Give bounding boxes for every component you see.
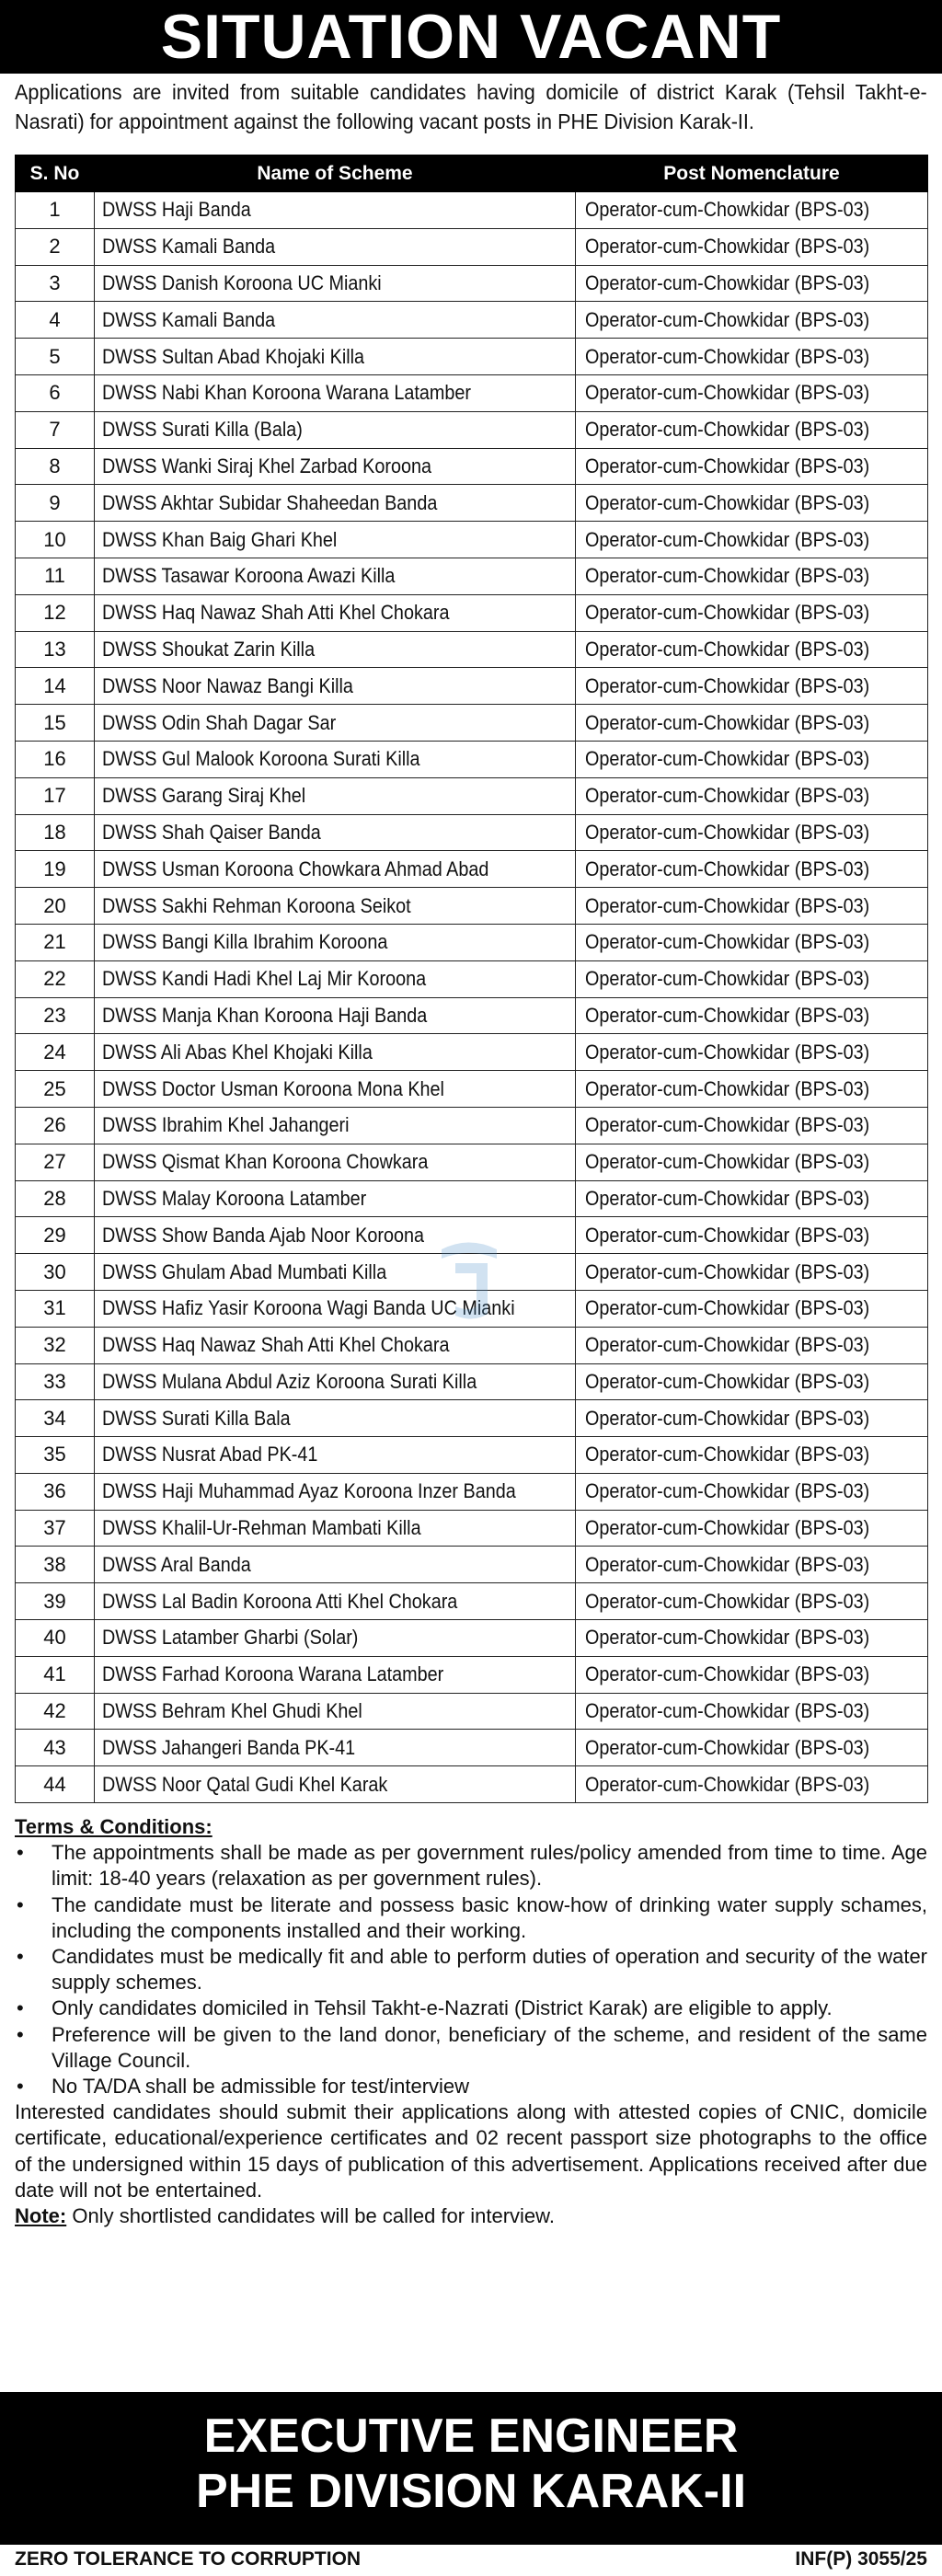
cell-scheme: DWSS Kamali Banda — [95, 228, 576, 265]
table-row — [16, 302, 928, 339]
cell-post: Operator-cum-Chowkidar (BPS-03) — [576, 1254, 928, 1291]
cell-post: Operator-cum-Chowkidar (BPS-03) — [576, 924, 928, 960]
table-row — [16, 265, 928, 302]
cell-sno: 1 — [16, 192, 95, 229]
cell-post: Operator-cum-Chowkidar (BPS-03) — [576, 668, 928, 705]
terms-section — [15, 1814, 927, 2229]
cell-scheme: DWSS Behram Khel Ghudi Khel — [95, 1693, 576, 1730]
cell-scheme: DWSS Tasawar Koroona Awazi Killa — [95, 558, 576, 594]
cell-post: Operator-cum-Chowkidar (BPS-03) — [576, 1180, 928, 1217]
cell-sno: 15 — [16, 705, 95, 742]
cell-scheme: DWSS Gul Malook Koroona Surati Killa — [95, 741, 576, 777]
cell-post: Operator-cum-Chowkidar (BPS-03) — [576, 997, 928, 1034]
signature-block — [0, 2392, 942, 2545]
cell-sno: 10 — [16, 522, 95, 558]
table-row — [16, 888, 928, 925]
cell-sno: 44 — [16, 1766, 95, 1803]
table-row — [16, 228, 928, 265]
header-scheme: Name of Scheme — [95, 155, 576, 192]
table-row — [16, 1766, 928, 1803]
cell-sno: 30 — [16, 1254, 95, 1291]
cell-scheme: DWSS Haji Banda — [95, 192, 576, 229]
cell-post: Operator-cum-Chowkidar (BPS-03) — [576, 851, 928, 888]
cell-sno: 29 — [16, 1217, 95, 1254]
cell-post: Operator-cum-Chowkidar (BPS-03) — [576, 1766, 928, 1803]
cell-post: Operator-cum-Chowkidar (BPS-03) — [576, 522, 928, 558]
cell-scheme: DWSS Qismat Khan Koroona Chowkara — [95, 1144, 576, 1180]
cell-scheme: DWSS Surati Killa Bala — [95, 1400, 576, 1437]
page-title: SITUATION VACANT — [0, 0, 942, 74]
list-item: • The appointments shall be made as per government rules/policy amended from time to time. Age limit: 18-40 years (relaxation as per government rules). — [15, 1840, 927, 1892]
cell-sno: 39 — [16, 1583, 95, 1620]
cell-sno: 8 — [16, 448, 95, 485]
cell-scheme: DWSS Kamali Banda — [95, 302, 576, 339]
cell-scheme: DWSS Sakhi Rehman Koroona Seikot — [95, 888, 576, 925]
watermark-logo-icon — [432, 1231, 506, 1332]
terms-title: Terms & Conditions: — [15, 1815, 213, 1838]
cell-post: Operator-cum-Chowkidar (BPS-03) — [576, 339, 928, 375]
cell-scheme: DWSS Shoukat Zarin Killa — [95, 631, 576, 668]
bottom-strip — [15, 2547, 927, 2572]
cell-sno: 33 — [16, 1363, 95, 1400]
cell-scheme: DWSS Odin Shah Dagar Sar — [95, 705, 576, 742]
table-row — [16, 1693, 928, 1730]
cell-scheme: DWSS Ghulam Abad Mumbati Killa — [95, 1254, 576, 1291]
cell-scheme: DWSS Ibrahim Khel Jahangeri — [95, 1107, 576, 1144]
cell-post: Operator-cum-Chowkidar (BPS-03) — [576, 302, 928, 339]
cell-sno: 18 — [16, 814, 95, 851]
cell-sno: 38 — [16, 1547, 95, 1583]
cell-post: Operator-cum-Chowkidar (BPS-03) — [576, 1327, 928, 1363]
cell-sno: 25 — [16, 1071, 95, 1108]
table-row — [16, 814, 928, 851]
table-row — [16, 1034, 928, 1071]
cell-sno: 7 — [16, 411, 95, 448]
cell-post: Operator-cum-Chowkidar (BPS-03) — [576, 1363, 928, 1400]
cell-scheme: DWSS Latamber Gharbi (Solar) — [95, 1620, 576, 1657]
list-item: • No TA/DA shall be admissible for test/interview — [15, 2074, 927, 2099]
cell-scheme: DWSS Noor Nawaz Bangi Killa — [95, 668, 576, 705]
cell-sno: 16 — [16, 741, 95, 777]
table-row — [16, 522, 928, 558]
cell-scheme: DWSS Lal Badin Koroona Atti Khel Chokara — [95, 1583, 576, 1620]
note-label: Note: — [15, 2204, 67, 2228]
cell-post: Operator-cum-Chowkidar (BPS-03) — [576, 594, 928, 631]
cell-scheme: DWSS Doctor Usman Koroona Mona Khel — [95, 1071, 576, 1108]
cell-scheme: DWSS Kandi Hadi Khel Laj Mir Koroona — [95, 960, 576, 997]
cell-scheme: DWSS Haq Nawaz Shah Atti Khel Chokara — [95, 1327, 576, 1363]
cell-scheme: DWSS Nusrat Abad PK-41 — [95, 1437, 576, 1474]
cell-sno: 4 — [16, 302, 95, 339]
cell-scheme: DWSS Hafiz Yasir Koroona Wagi Banda UC Mianki — [95, 1290, 576, 1327]
table-row — [16, 777, 928, 814]
table-row — [16, 374, 928, 411]
list-item: • Preference will be given to the land donor, beneficiary of the scheme, and resident of the same Village Council. — [15, 2022, 927, 2074]
cell-sno: 19 — [16, 851, 95, 888]
table-row — [16, 192, 928, 229]
table-row — [16, 558, 928, 594]
cell-scheme: DWSS Surati Killa (Bala) — [95, 411, 576, 448]
cell-scheme: DWSS Garang Siraj Khel — [95, 777, 576, 814]
table-row — [16, 924, 928, 960]
cell-sno: 13 — [16, 631, 95, 668]
table-row — [16, 1363, 928, 1400]
cell-post: Operator-cum-Chowkidar (BPS-03) — [576, 1473, 928, 1510]
table-row — [16, 411, 928, 448]
table-row — [16, 448, 928, 485]
cell-sno: 20 — [16, 888, 95, 925]
table-row — [16, 1473, 928, 1510]
cell-sno: 23 — [16, 997, 95, 1034]
cell-post: Operator-cum-Chowkidar (BPS-03) — [576, 265, 928, 302]
closing-paragraph: Interested candidates should submit their applications along with attested copies of CNIC, domicile certificate, educational/experience certificates and 02 recent passport size photographs to the office of the undersigned within 15 days of publication of this advertisement. Applications received after due date will not be entertained. — [15, 2100, 927, 2202]
cell-sno: 43 — [16, 1730, 95, 1766]
list-item: • Candidates must be medically fit and able to perform duties of operation and security of the water supply schemes. — [15, 1944, 927, 1995]
cell-post: Operator-cum-Chowkidar (BPS-03) — [576, 741, 928, 777]
intro-paragraph: Applications are invited from suitable candidates having domicile of district Karak (Tehsil Takht-e-Nasrati) for appointment against the following vacant posts in PHE Division Karak-II. — [15, 80, 927, 133]
cell-sno: 26 — [16, 1107, 95, 1144]
cell-scheme: DWSS Bangi Killa Ibrahim Koroona — [95, 924, 576, 960]
cell-sno: 27 — [16, 1144, 95, 1180]
cell-scheme: DWSS Malay Koroona Latamber — [95, 1180, 576, 1217]
vacancy-table — [15, 155, 928, 1803]
cell-scheme: DWSS Farhad Koroona Warana Latamber — [95, 1656, 576, 1693]
cell-post: Operator-cum-Chowkidar (BPS-03) — [576, 1510, 928, 1547]
cell-post: Operator-cum-Chowkidar (BPS-03) — [576, 1034, 928, 1071]
cell-scheme: DWSS Haji Muhammad Ayaz Koroona Inzer Banda — [95, 1473, 576, 1510]
cell-sno: 17 — [16, 777, 95, 814]
cell-post: Operator-cum-Chowkidar (BPS-03) — [576, 485, 928, 522]
table-row — [16, 1510, 928, 1547]
cell-scheme: DWSS Wanki Siraj Khel Zarbad Koroona — [95, 448, 576, 485]
table-row — [16, 1730, 928, 1766]
cell-post: Operator-cum-Chowkidar (BPS-03) — [576, 888, 928, 925]
cell-scheme: DWSS Akhtar Subidar Shaheedan Banda — [95, 485, 576, 522]
slogan: ZERO TOLERANCE TO CORRUPTION — [15, 2548, 362, 2570]
cell-sno: 21 — [16, 924, 95, 960]
cell-sno: 12 — [16, 594, 95, 631]
table-row — [16, 1144, 928, 1180]
signatory-office: PHE DIVISION KARAK-II — [195, 2465, 747, 2518]
cell-post: Operator-cum-Chowkidar (BPS-03) — [576, 1400, 928, 1437]
cell-scheme: DWSS Shah Qaiser Banda — [95, 814, 576, 851]
cell-sno: 36 — [16, 1473, 95, 1510]
table-row — [16, 631, 928, 668]
cell-sno: 34 — [16, 1400, 95, 1437]
cell-scheme: DWSS Jahangeri Banda PK-41 — [95, 1730, 576, 1766]
cell-scheme: DWSS Nabi Khan Koroona Warana Latamber — [95, 374, 576, 411]
cell-post: Operator-cum-Chowkidar (BPS-03) — [576, 1144, 928, 1180]
cell-scheme: DWSS Ali Abas Khel Khojaki Killa — [95, 1034, 576, 1071]
cell-post: Operator-cum-Chowkidar (BPS-03) — [576, 1656, 928, 1693]
table-row — [16, 1071, 928, 1108]
cell-post: Operator-cum-Chowkidar (BPS-03) — [576, 448, 928, 485]
cell-scheme: DWSS Noor Qatal Gudi Khel Karak — [95, 1766, 576, 1803]
cell-sno: 5 — [16, 339, 95, 375]
cell-post: Operator-cum-Chowkidar (BPS-03) — [576, 1583, 928, 1620]
cell-post: Operator-cum-Chowkidar (BPS-03) — [576, 1693, 928, 1730]
cell-sno: 31 — [16, 1290, 95, 1327]
table-row — [16, 1620, 928, 1657]
terms-list — [15, 1840, 927, 2099]
cell-post: Operator-cum-Chowkidar (BPS-03) — [576, 1620, 928, 1657]
note-text: Only shortlisted candidates will be called for interview. — [72, 2204, 555, 2228]
table-row — [16, 1547, 928, 1583]
table-row — [16, 960, 928, 997]
cell-post: Operator-cum-Chowkidar (BPS-03) — [576, 411, 928, 448]
table-header-row — [16, 155, 928, 192]
cell-sno: 6 — [16, 374, 95, 411]
table-row — [16, 1107, 928, 1144]
cell-sno: 24 — [16, 1034, 95, 1071]
table-row — [16, 1437, 928, 1474]
table-row — [16, 705, 928, 742]
cell-scheme: DWSS Aral Banda — [95, 1547, 576, 1583]
cell-post: Operator-cum-Chowkidar (BPS-03) — [576, 558, 928, 594]
header-sno: S. No — [16, 155, 95, 192]
cell-scheme: DWSS Show Banda Ajab Noor Koroona — [95, 1217, 576, 1254]
cell-sno: 11 — [16, 558, 95, 594]
cell-scheme: DWSS Khan Baig Ghari Khel — [95, 522, 576, 558]
cell-sno: 37 — [16, 1510, 95, 1547]
cell-post: Operator-cum-Chowkidar (BPS-03) — [576, 777, 928, 814]
note-line — [15, 2203, 927, 2229]
list-item: • The candidate must be literate and possess basic know-how of drinking water supply schames, including the components installed and their working. — [15, 1892, 927, 1944]
cell-post: Operator-cum-Chowkidar (BPS-03) — [576, 1290, 928, 1327]
cell-post: Operator-cum-Chowkidar (BPS-03) — [576, 960, 928, 997]
cell-scheme: DWSS Danish Koroona UC Mianki — [95, 265, 576, 302]
cell-scheme: DWSS Manja Khan Koroona Haji Banda — [95, 997, 576, 1034]
table-row — [16, 1583, 928, 1620]
cell-scheme: DWSS Khalil-Ur-Rehman Mambati Killa — [95, 1510, 576, 1547]
cell-scheme: DWSS Usman Koroona Chowkara Ahmad Abad — [95, 851, 576, 888]
reference-number: INF(P) 3055/25 — [795, 2548, 927, 2570]
cell-sno: 41 — [16, 1656, 95, 1693]
header-post: Post Nomenclature — [576, 155, 928, 192]
cell-post: Operator-cum-Chowkidar (BPS-03) — [576, 705, 928, 742]
cell-scheme: DWSS Sultan Abad Khojaki Killa — [95, 339, 576, 375]
cell-sno: 42 — [16, 1693, 95, 1730]
cell-post: Operator-cum-Chowkidar (BPS-03) — [576, 1437, 928, 1474]
table-row — [16, 594, 928, 631]
cell-sno: 22 — [16, 960, 95, 997]
cell-post: Operator-cum-Chowkidar (BPS-03) — [576, 374, 928, 411]
table-row — [16, 668, 928, 705]
cell-post: Operator-cum-Chowkidar (BPS-03) — [576, 1217, 928, 1254]
table-row — [16, 851, 928, 888]
cell-sno: 35 — [16, 1437, 95, 1474]
cell-sno: 9 — [16, 485, 95, 522]
table-row — [16, 1327, 928, 1363]
cell-post: Operator-cum-Chowkidar (BPS-03) — [576, 1107, 928, 1144]
cell-post: Operator-cum-Chowkidar (BPS-03) — [576, 1071, 928, 1108]
cell-sno: 2 — [16, 228, 95, 265]
cell-sno: 14 — [16, 668, 95, 705]
table-row — [16, 741, 928, 777]
table-row — [16, 1656, 928, 1693]
table-row — [16, 485, 928, 522]
cell-post: Operator-cum-Chowkidar (BPS-03) — [576, 192, 928, 229]
cell-post: Operator-cum-Chowkidar (BPS-03) — [576, 814, 928, 851]
list-item: • Only candidates domiciled in Tehsil Takht-e-Nazrati (District Karak) are eligible to apply. — [15, 1995, 927, 2021]
cell-post: Operator-cum-Chowkidar (BPS-03) — [576, 1547, 928, 1583]
cell-sno: 32 — [16, 1327, 95, 1363]
cell-sno: 3 — [16, 265, 95, 302]
table-row — [16, 1180, 928, 1217]
signatory-title: EXECUTIVE ENGINEER — [203, 2409, 739, 2463]
cell-post: Operator-cum-Chowkidar (BPS-03) — [576, 1730, 928, 1766]
table-row — [16, 997, 928, 1034]
cell-scheme: DWSS Mulana Abdul Aziz Koroona Surati Killa — [95, 1363, 576, 1400]
cell-sno: 40 — [16, 1620, 95, 1657]
cell-scheme: DWSS Haq Nawaz Shah Atti Khel Chokara — [95, 594, 576, 631]
table-row — [16, 1400, 928, 1437]
cell-sno: 28 — [16, 1180, 95, 1217]
table-row — [16, 339, 928, 375]
cell-post: Operator-cum-Chowkidar (BPS-03) — [576, 631, 928, 668]
cell-post: Operator-cum-Chowkidar (BPS-03) — [576, 228, 928, 265]
